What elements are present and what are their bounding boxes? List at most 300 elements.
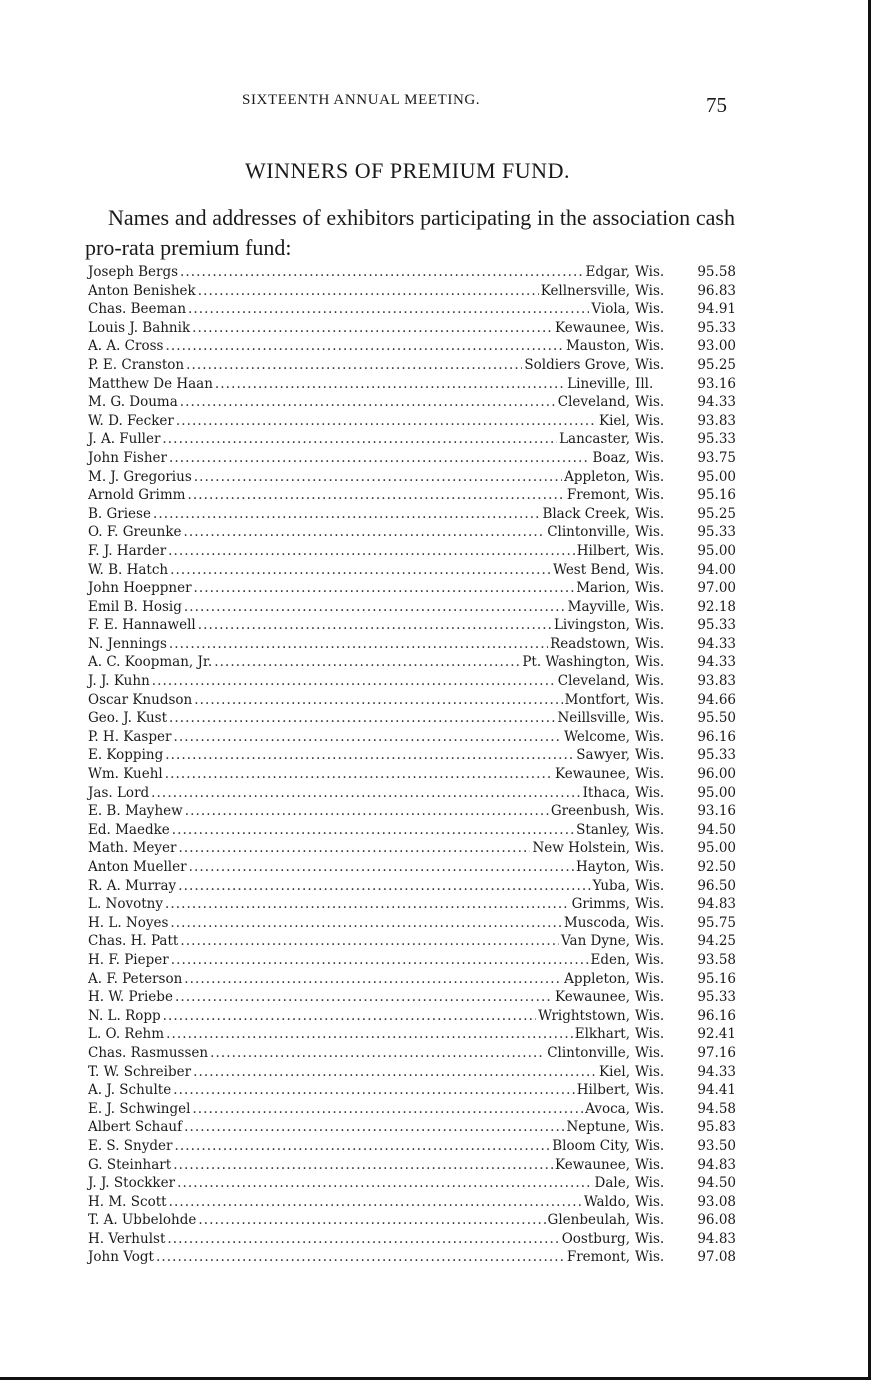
exhibitor-town: Mayville,: [567, 598, 630, 615]
dot-leader: [169, 636, 548, 652]
exhibitor-state: Wis.: [635, 561, 665, 578]
exhibitor-state: Wis.: [635, 449, 665, 466]
dot-leader: [170, 562, 551, 578]
exhibitor-town: Readstown,: [550, 635, 630, 652]
exhibitor-state: Wis.: [635, 1044, 665, 1061]
dot-leader: [193, 1064, 597, 1080]
exhibitor-town: Appleton,: [564, 970, 630, 987]
list-item: [88, 469, 736, 488]
exhibitor-score: 95.33: [697, 617, 736, 634]
exhibitor-state: Wis.: [635, 1230, 665, 1247]
list-item: [88, 1138, 736, 1157]
exhibitor-name: H. W. Priebe: [88, 989, 173, 1006]
dot-leader: [169, 710, 555, 726]
dot-leader: [180, 394, 556, 410]
exhibitor-name: T. W. Schreiber: [88, 1063, 192, 1080]
exhibitor-score: 95.33: [697, 747, 736, 764]
dot-leader: [162, 431, 557, 447]
exhibitor-score: 94.33: [697, 394, 736, 411]
dot-leader: [198, 617, 552, 633]
exhibitor-town: Glenbeulah,: [547, 1212, 630, 1229]
list-item: [88, 859, 736, 878]
list-item: [88, 320, 736, 339]
exhibitor-state: Wis.: [635, 524, 665, 541]
exhibitor-name: Chas. Beeman: [88, 301, 187, 318]
exhibitor-state: Wis.: [635, 951, 665, 968]
dot-leader: [180, 933, 559, 949]
exhibitor-score: 94.50: [697, 821, 736, 838]
dot-leader: [192, 320, 553, 336]
exhibitor-state: Wis.: [635, 1193, 665, 1210]
exhibitor-score: 94.33: [697, 654, 736, 671]
exhibitor-score: 95.33: [697, 319, 736, 336]
dot-leader: [172, 822, 574, 838]
dot-leader: [173, 1082, 575, 1098]
exhibitor-town: Appleton,: [564, 468, 630, 485]
dot-leader: [167, 1231, 559, 1247]
list-item: [88, 878, 736, 897]
exhibitor-name: E. J. Schwingel: [88, 1100, 191, 1117]
exhibitor-score: 94.83: [697, 1230, 736, 1247]
dot-leader: [180, 264, 584, 280]
exhibitor-name: H. L. Noyes: [88, 914, 169, 931]
exhibitor-town: Van Dyne,: [561, 933, 630, 950]
list-item: [88, 673, 736, 692]
dot-leader: [168, 543, 575, 559]
list-item: [88, 1082, 736, 1101]
exhibitor-name: W. B. Hatch: [88, 561, 169, 578]
exhibitor-score: 93.83: [697, 412, 736, 429]
page-number: 75: [706, 93, 727, 117]
exhibitor-state: Wis.: [635, 635, 665, 652]
exhibitor-town: Grimms,: [571, 896, 630, 913]
exhibitor-town: Fremont,: [566, 1249, 630, 1266]
exhibitor-name: E. S. Snyder: [88, 1137, 173, 1154]
exhibitor-town: Ithaca,: [582, 784, 630, 801]
exhibitor-state: Wis.: [635, 505, 665, 522]
exhibitor-name: Jas. Lord: [88, 784, 150, 801]
exhibitor-town: Avoca,: [585, 1100, 630, 1117]
exhibitor-score: 94.83: [697, 896, 736, 913]
exhibitor-town: Dale,: [594, 1175, 630, 1192]
list-item: [88, 617, 736, 636]
exhibitor-name: F. J. Harder: [88, 542, 167, 559]
list-item: [88, 971, 736, 990]
exhibitor-town: Kiel,: [598, 1063, 630, 1080]
exhibitor-town: Wrightstown,: [538, 1007, 630, 1024]
exhibitor-state: Wis.: [635, 766, 665, 783]
exhibitor-name: L. O. Rehm: [88, 1026, 165, 1043]
exhibitor-score: 93.83: [697, 673, 736, 690]
exhibitor-town: Hilbert,: [576, 1082, 630, 1099]
list-item: [88, 654, 736, 673]
exhibitor-state: Wis.: [635, 673, 665, 690]
list-item: [88, 338, 736, 357]
exhibitor-name: W. D. Fecker: [88, 412, 174, 429]
list-item: [88, 376, 736, 395]
list-item: [88, 1212, 736, 1231]
exhibitor-score: 97.16: [697, 1044, 736, 1061]
exhibitor-town: Hayton,: [576, 859, 630, 875]
dot-leader: [198, 283, 539, 299]
exhibitor-state: Wis.: [635, 1100, 665, 1117]
exhibitor-town: Edgar,: [585, 264, 630, 280]
exhibitor-score: 94.41: [697, 1082, 736, 1099]
list-item: [88, 1008, 736, 1027]
exhibitor-name: L. Novotny: [88, 896, 163, 913]
exhibitor-state: Wis.: [635, 784, 665, 801]
list-item: [88, 1157, 736, 1176]
list-item: [88, 636, 736, 655]
list-item: [88, 580, 736, 599]
list-item: [88, 506, 736, 525]
exhibitor-name: Albert Schauf: [88, 1119, 183, 1136]
exhibitor-name: H. M. Scott: [88, 1193, 167, 1210]
exhibitor-town: Soldiers Grove,: [524, 356, 630, 373]
exhibitor-state: Wis.: [635, 1063, 665, 1080]
exhibitor-score: 93.08: [697, 1193, 736, 1210]
exhibitor-state: Wis.: [635, 301, 665, 318]
exhibitor-name: Geo. J. Kust: [88, 710, 168, 727]
exhibitor-town: Elkhart,: [574, 1026, 630, 1043]
exhibitor-state: Wis.: [635, 1156, 665, 1173]
exhibitor-town: Clintonville,: [547, 1044, 630, 1061]
list-item: [88, 803, 736, 822]
exhibitor-score: 92.18: [697, 598, 736, 615]
exhibitor-town: Boaz,: [592, 449, 630, 466]
list-item: [88, 896, 736, 915]
exhibitor-state: Wis.: [635, 1212, 665, 1229]
exhibitor-score: 95.16: [697, 487, 736, 504]
list-item: [88, 394, 736, 413]
intro-paragraph: Names and addresses of exhibitors participating in the association cash pro-rata premium fund:: [85, 205, 735, 260]
exhibitor-name: M. G. Douma: [88, 394, 178, 411]
dot-leader: [169, 450, 591, 466]
exhibitor-name: Joseph Bergs: [88, 264, 179, 280]
exhibitor-name: G. Steinhart: [88, 1156, 172, 1173]
exhibitor-score: 96.00: [697, 766, 736, 783]
list-item: [88, 413, 736, 432]
exhibitor-name: J. A. Fuller: [88, 431, 161, 448]
exhibitor-town: Clintonville,: [547, 524, 630, 541]
exhibitor-town: Sawyer,: [576, 747, 630, 764]
exhibitor-town: Hilbert,: [576, 542, 630, 559]
list-item: [88, 710, 736, 729]
exhibitor-town: Kiel,: [598, 412, 630, 429]
exhibitor-score: 95.75: [697, 914, 736, 931]
dot-leader: [184, 1119, 564, 1135]
dot-leader: [192, 1101, 583, 1117]
exhibitor-state: Wis.: [635, 319, 665, 336]
list-item: [88, 915, 736, 934]
exhibitor-score: 95.58: [697, 264, 736, 280]
dot-leader: [171, 952, 589, 968]
exhibitor-score: 94.00: [697, 561, 736, 578]
dot-leader: [189, 859, 574, 875]
list-item: [88, 747, 736, 766]
dot-leader: [210, 1045, 545, 1061]
dot-leader: [184, 524, 546, 540]
list-item: [88, 450, 736, 469]
dot-leader: [152, 673, 556, 689]
exhibitor-town: Bloom City,: [552, 1137, 630, 1154]
list-item: [88, 1064, 736, 1083]
dot-leader: [174, 1138, 550, 1154]
exhibitor-state: Wis.: [635, 1026, 665, 1043]
exhibitor-name: E. Kopping: [88, 747, 164, 764]
exhibitor-score: 92.41: [697, 1026, 736, 1043]
list-item: [88, 840, 736, 859]
list-item: [88, 1175, 736, 1194]
page-title: WINNERS OF PREMIUM FUND.: [245, 158, 570, 183]
exhibitor-state: Wis.: [635, 989, 665, 1006]
dot-leader: [188, 301, 589, 317]
exhibitor-score: 96.83: [697, 282, 736, 299]
exhibitor-state: Wis.: [635, 1007, 665, 1024]
list-item: [88, 1045, 736, 1064]
exhibitor-name: Wm. Kuehl: [88, 766, 163, 783]
exhibitor-town: Black Creek,: [542, 505, 630, 522]
exhibitor-town: Montfort,: [564, 691, 630, 708]
exhibitor-name: Arnold Grimm: [88, 487, 186, 504]
exhibitor-name: P. E. Cranston: [88, 356, 185, 373]
exhibitor-name: Oscar Knudson: [88, 691, 193, 708]
dot-leader: [165, 747, 574, 763]
exhibitor-name: John Hoeppner: [88, 580, 192, 597]
list-item: [88, 524, 736, 543]
list-item: [88, 692, 736, 711]
exhibitor-score: 95.25: [697, 505, 736, 522]
exhibitor-name: J. J. Kuhn: [88, 673, 150, 690]
exhibitor-town: Cleveland,: [557, 673, 630, 690]
exhibitor-score: 96.16: [697, 728, 736, 745]
exhibitor-state: Wis.: [635, 821, 665, 838]
exhibitor-name: N. Jennings: [88, 635, 167, 652]
exhibitor-score: 94.33: [697, 1063, 736, 1080]
exhibitor-name: N. L. Ropp: [88, 1007, 161, 1024]
dot-leader: [178, 878, 590, 894]
list-item: [88, 562, 736, 581]
dot-leader: [177, 1175, 592, 1191]
exhibitor-state: Wis.: [635, 338, 665, 355]
dot-leader: [173, 1157, 553, 1173]
exhibitor-town: Greenbush,: [550, 803, 630, 820]
exhibitor-state: Wis.: [635, 1249, 665, 1266]
exhibitor-score: 95.16: [697, 970, 736, 987]
exhibitor-score: 95.33: [697, 989, 736, 1006]
list-item: [88, 431, 736, 450]
exhibitor-name: M. J. Gregorius: [88, 468, 192, 485]
dot-leader: [178, 840, 530, 856]
exhibitor-state: Wis.: [635, 1137, 665, 1154]
exhibitor-state: Wis.: [635, 1082, 665, 1099]
exhibitor-town: Kewaunee,: [555, 766, 630, 783]
exhibitor-score: 95.83: [697, 1119, 736, 1136]
exhibitor-state: Ill.: [635, 375, 654, 392]
exhibitor-name: F. E. Hannawell: [88, 617, 196, 634]
exhibitor-score: 94.83: [697, 1156, 736, 1173]
list-item: [88, 543, 736, 562]
exhibitor-town: Mauston,: [565, 338, 630, 355]
list-item: [88, 785, 736, 804]
exhibitor-score: 96.08: [697, 1212, 736, 1229]
exhibitor-town: Neillsville,: [557, 710, 630, 727]
list-item: [88, 952, 736, 971]
exhibitor-town: Livingston,: [553, 617, 630, 634]
list-item: [88, 599, 736, 618]
exhibitor-town: Lancaster,: [559, 431, 630, 448]
exhibitor-score: 95.00: [697, 784, 736, 801]
exhibitor-town: Neptune,: [566, 1119, 630, 1136]
exhibitor-state: Wis.: [635, 654, 665, 671]
exhibitor-name: Math. Meyer: [88, 840, 177, 857]
exhibitor-name: Anton Mueller: [88, 859, 187, 875]
exhibitor-state: Wis.: [635, 542, 665, 559]
exhibitor-score: 94.58: [697, 1100, 736, 1117]
dot-leader: [184, 971, 562, 987]
exhibitor-town: Cleveland,: [557, 394, 630, 411]
exhibitor-state: Wis.: [635, 933, 665, 950]
exhibitor-score: 95.50: [697, 710, 736, 727]
exhibitor-town: Waldo,: [583, 1193, 630, 1210]
list-item: [88, 264, 736, 283]
exhibitor-state: Wis.: [635, 877, 665, 894]
exhibitor-town: Fremont,: [566, 487, 630, 504]
exhibitor-state: Wis.: [635, 468, 665, 485]
list-item: [88, 1194, 736, 1213]
exhibitor-state: Wis.: [635, 710, 665, 727]
list-item: [88, 1231, 736, 1250]
exhibitor-state: Wis.: [635, 747, 665, 764]
dot-leader: [194, 469, 562, 485]
exhibitor-state: Wis.: [635, 487, 665, 504]
exhibitor-state: Wis.: [635, 1175, 665, 1192]
exhibitor-state: Wis.: [635, 896, 665, 913]
dot-leader: [165, 338, 564, 354]
exhibitor-town: Viola,: [591, 301, 630, 318]
exhibitor-town: Marion,: [576, 580, 630, 597]
exhibitor-name: Matthew De Haan: [88, 375, 213, 392]
exhibitor-score: 95.33: [697, 431, 736, 448]
dot-leader: [175, 989, 553, 1005]
list-item: [88, 1249, 736, 1268]
list-item: [88, 1026, 736, 1045]
exhibitor-score: 95.00: [697, 468, 736, 485]
list-item: [88, 283, 736, 302]
exhibitor-name: J. J. Stockker: [88, 1175, 176, 1192]
exhibitor-name: Anton Benishek: [88, 282, 196, 299]
exhibitor-state: Wis.: [635, 356, 665, 373]
exhibitor-state: Wis.: [635, 580, 665, 597]
exhibitor-name: A. A. Cross: [88, 338, 164, 355]
exhibitor-state: Wis.: [635, 282, 665, 299]
exhibitor-score: 95.00: [697, 542, 736, 559]
exhibitor-town: New Holstein,: [532, 840, 630, 857]
running-head: SIXTEENTH ANNUAL MEETING.: [242, 92, 481, 108]
exhibitor-name: A. J. Schulte: [88, 1082, 172, 1099]
exhibitor-state: Wis.: [635, 840, 665, 857]
exhibitor-town: Oostburg,: [561, 1230, 630, 1247]
dot-leader: [153, 506, 540, 522]
dot-leader: [166, 1026, 573, 1042]
dot-leader: [165, 766, 553, 782]
exhibitor-name: Louis J. Bahnik: [88, 319, 191, 336]
exhibitor-score: 95.00: [697, 840, 736, 857]
exhibitor-name: Chas. H. Patt: [88, 933, 179, 950]
exhibitor-name: O. F. Greunke: [88, 524, 182, 541]
dot-leader: [176, 413, 597, 429]
exhibitor-town: Muscoda,: [563, 914, 630, 931]
dot-leader: [170, 915, 561, 931]
exhibitor-town: Lineville,: [567, 375, 630, 392]
exhibitor-state: Wis.: [635, 598, 665, 615]
exhibitor-name: Emil B. Hosig: [88, 598, 182, 615]
list-item: [88, 357, 736, 376]
exhibitor-town: Pt. Washington,: [522, 654, 630, 671]
exhibitor-state: Wis.: [635, 431, 665, 448]
exhibitor-name: Chas. Rasmussen: [88, 1044, 209, 1061]
dot-leader: [187, 487, 564, 503]
exhibitor-score: 94.66: [697, 691, 736, 708]
exhibitor-list: [88, 264, 736, 1268]
exhibitor-score: 93.00: [697, 338, 736, 355]
dot-leader: [184, 599, 566, 615]
exhibitor-score: 92.50: [697, 859, 736, 875]
dot-leader: [198, 1212, 545, 1228]
exhibitor-state: Wis.: [635, 691, 665, 708]
exhibitor-name: A. C. Koopman, Jr.: [88, 654, 213, 671]
dot-leader: [165, 896, 570, 912]
exhibitor-score: 93.16: [697, 803, 736, 820]
exhibitor-name: E. B. Mayhew: [88, 803, 183, 820]
dot-leader: [173, 729, 562, 745]
dot-leader: [151, 785, 580, 801]
exhibitor-state: Wis.: [635, 264, 665, 280]
exhibitor-score: 94.91: [697, 301, 736, 318]
list-item: [88, 487, 736, 506]
exhibitor-name: John Vogt: [88, 1249, 154, 1266]
exhibitor-name: John Fisher: [88, 449, 167, 466]
exhibitor-score: 97.00: [697, 580, 736, 597]
exhibitor-score: 93.58: [697, 951, 736, 968]
list-item: [88, 1101, 736, 1120]
exhibitor-score: 94.50: [697, 1175, 736, 1192]
exhibitor-state: Wis.: [635, 394, 665, 411]
exhibitor-state: Wis.: [635, 728, 665, 745]
list-item: [88, 989, 736, 1008]
dot-leader: [185, 803, 549, 819]
list-item: [88, 301, 736, 320]
dot-leader: [215, 376, 565, 392]
exhibitor-state: Wis.: [635, 914, 665, 931]
exhibitor-name: B. Griese: [88, 505, 151, 522]
exhibitor-score: 93.16: [697, 375, 736, 392]
dot-leader: [214, 654, 520, 670]
exhibitor-name: A. F. Peterson: [88, 970, 183, 987]
exhibitor-score: 96.16: [697, 1007, 736, 1024]
list-item: [88, 729, 736, 748]
list-item: [88, 822, 736, 841]
exhibitor-score: 93.50: [697, 1137, 736, 1154]
exhibitor-name: H. Verhulst: [88, 1230, 166, 1247]
exhibitor-town: Stanley,: [576, 821, 630, 838]
exhibitor-name: T. A. Ubbelohde: [88, 1212, 197, 1229]
exhibitor-state: Wis.: [635, 412, 665, 429]
dot-leader: [156, 1249, 565, 1265]
exhibitor-town: Kellnersville,: [540, 282, 630, 299]
list-item: [88, 1119, 736, 1138]
exhibitor-name: R. A. Murray: [88, 877, 177, 894]
